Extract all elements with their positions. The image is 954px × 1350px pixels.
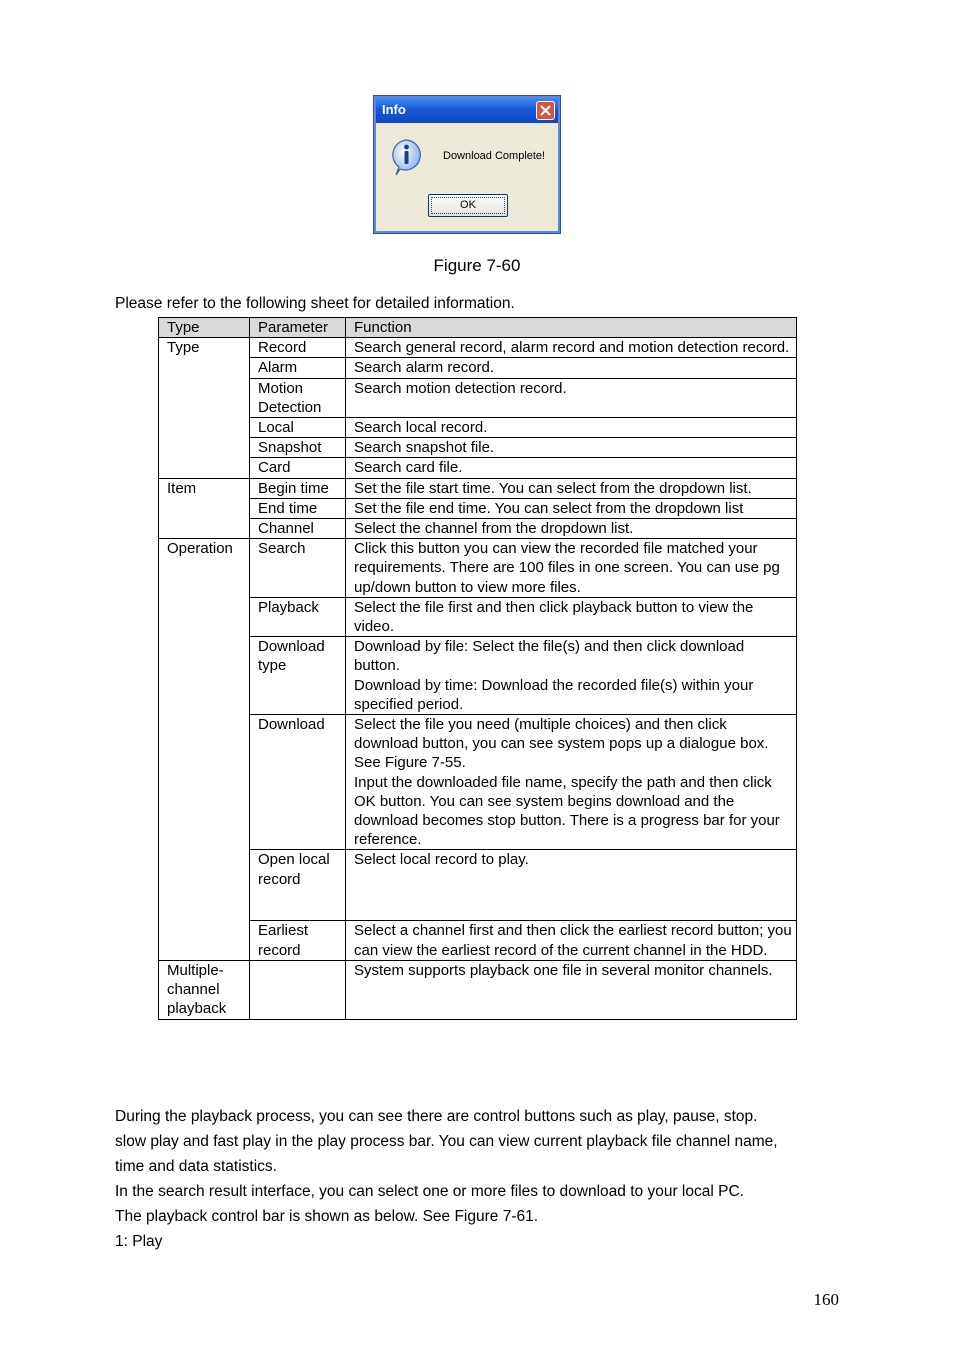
parameter-cell: Search	[250, 539, 346, 598]
parameter-cell: Alarm	[250, 358, 346, 378]
function-cell: Search motion detection record.	[346, 378, 797, 417]
function-cell: Search local record.	[346, 418, 797, 438]
type-cell: Multiple-channel playback	[159, 960, 250, 1019]
table-row	[159, 498, 797, 518]
parameter-cell: End time	[250, 498, 346, 518]
table-row	[159, 539, 797, 598]
close-button[interactable]	[536, 101, 555, 120]
body-paragraph: 1: Play	[115, 1233, 163, 1250]
parameter-cell: Motion Detection	[250, 378, 346, 417]
function-cell: Set the file end time. You can select from the dropdown list	[346, 498, 797, 518]
header-parameter: Parameter	[250, 318, 346, 338]
parameter-cell: Local	[250, 418, 346, 438]
table-row	[159, 458, 797, 478]
table-row	[159, 597, 797, 636]
table-row	[159, 478, 797, 498]
function-cell: Download by file: Select the file(s) and then click download button. Download by time: Download the recorded file(s) within your specified period.	[346, 637, 797, 715]
parameter-cell: Card	[250, 458, 346, 478]
function-cell: Click this button you can view the recorded file matched your requirements. There are 100 files in one screen. You can use pg up/down button to view more files.	[346, 539, 797, 598]
ok-button[interactable]: OK	[428, 194, 508, 217]
function-cell: Select the file first and then click playback button to view the video.	[346, 597, 797, 636]
function-cell: Select a channel first and then click the earliest record button; you can view the earliest record of the current channel in the HDD.	[346, 921, 797, 960]
figure-caption: Figure 7-60	[433, 256, 521, 275]
header-type: Type	[159, 318, 250, 338]
function-cell: Search general record, alarm record and motion detection record.	[346, 338, 797, 358]
body-paragraph: During the playback process, you can see there are control buttons such as play, pause, stop.	[115, 1108, 758, 1125]
body-paragraph: time and data statistics.	[115, 1158, 277, 1175]
type-cell: Operation	[159, 539, 250, 961]
table-row	[159, 378, 797, 417]
parameter-cell	[250, 960, 346, 1019]
parameter-cell: Earliest record	[250, 921, 346, 960]
function-cell: Select local record to play.	[346, 850, 797, 921]
dialog-message: Download Complete!	[443, 150, 546, 162]
dialog-titlebar	[376, 98, 558, 123]
close-icon	[540, 105, 551, 116]
parameter-cell: Open local record	[250, 850, 346, 921]
dialog-title: Info	[382, 102, 406, 117]
parameter-cell: Playback	[250, 597, 346, 636]
header-function: Function	[346, 318, 797, 338]
parameter-cell: Channel	[250, 519, 346, 539]
function-cell: Select the file you need (multiple choices) and then click download button, you can see system pops up a dialogue box. See Figure 7-55. Input the downloaded file name, specify the path and then click OK button. You can see system begins download and the download becomes stop button. There is a progress bar for your reference.	[346, 715, 797, 850]
type-cell: Item	[159, 478, 250, 539]
type-cell: Type	[159, 338, 250, 478]
body-paragraph: The playback control bar is shown as below. See Figure 7-61.	[115, 1208, 539, 1225]
table-row	[159, 715, 797, 850]
parameter-cell: Record	[250, 338, 346, 358]
body-paragraph: slow play and fast play in the play process bar. You can view current playback file channel name,	[115, 1133, 778, 1150]
table-row	[159, 960, 797, 1019]
page-number: 160	[813, 1290, 839, 1309]
table-row	[159, 850, 797, 921]
intro-text: Please refer to the following sheet for detailed information.	[115, 295, 515, 312]
table-row	[159, 438, 797, 458]
table-row	[159, 418, 797, 438]
function-cell: Search card file.	[346, 458, 797, 478]
parameter-cell: Download	[250, 715, 346, 850]
function-cell: Search alarm record.	[346, 358, 797, 378]
body-paragraph: In the search result interface, you can select one or more files to download to your local PC.	[115, 1183, 744, 1200]
table-row	[159, 921, 797, 960]
function-cell: Set the file start time. You can select from the dropdown list.	[346, 478, 797, 498]
function-cell: System supports playback one file in several monitor channels.	[346, 960, 797, 1019]
function-cell: Search snapshot file.	[346, 438, 797, 458]
table-row	[159, 338, 797, 358]
info-dialog	[373, 95, 561, 234]
function-cell: Select the channel from the dropdown list.	[346, 519, 797, 539]
table-header-row	[159, 318, 797, 338]
parameter-table	[158, 317, 797, 1020]
table-row	[159, 358, 797, 378]
parameter-cell: Download type	[250, 637, 346, 715]
table-row	[159, 637, 797, 715]
parameter-cell: Snapshot	[250, 438, 346, 458]
parameter-cell: Begin time	[250, 478, 346, 498]
table-row	[159, 519, 797, 539]
info-icon	[388, 138, 426, 176]
